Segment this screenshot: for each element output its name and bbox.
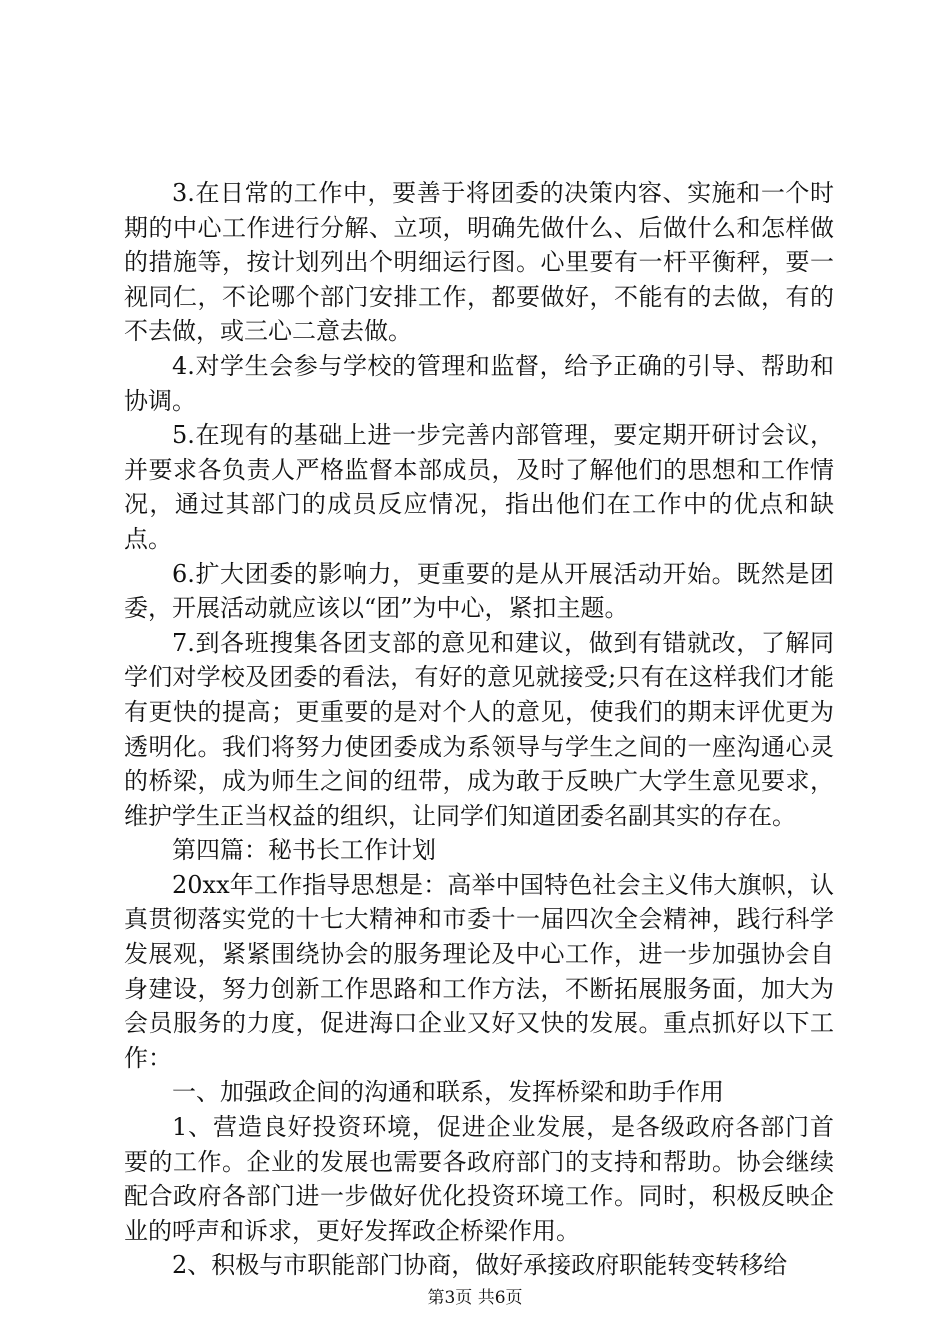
document-body: [124, 176, 834, 1283]
paragraph-item-3: 3.在日常的工作中，要善于将团委的决策内容、实施和一个时期的中心工作进行分解、立项，明确先做什么、后做什么和怎样做的措施等，按计划列出个明细运行图。心里要有一杆平衡秤，要一视同仁，不论哪个部门安排工作，都要做好，不能有的去做，有的不去做，或三心二意去做。: [124, 179, 834, 346]
page-number: 第3页 共6页: [427, 1288, 523, 1308]
guiding-thought-paragraph: 20xx年工作指导思想是：高举中国特色社会主义伟大旗帜，认真贯彻落实党的十七大精神和市委十一届四次全会精神，践行科学发展观，紧紧围绕协会的服务理论及中心工作，进一步加强协会自身建设，努力创新工作思路和工作方法，不断拓展服务面，加大为会员服务的力度，促进海口企业又好又快的发展。重点抓好以下工作：: [124, 870, 834, 1072]
work-item-2: 2、积极与市职能部门协商，做好承接政府职能转变转移给: [172, 1251, 788, 1280]
paragraph-item-7: 7.到各班搜集各团支部的意见和建议，做到有错就改，了解同学们对学校及团委的看法，有好的意见就接受;只有在这样我们才能有更快的提高；更重要的是对个人的意见，使我们的期末评优更为透明化。我们将努力使团委成为系领导与学生之间的一座沟通心灵的桥梁，成为师生之间的纽带，成为敢于反映广大学生意见要求，维护学生正当权益的组织，让同学们知道团委名副其实的存在。: [124, 628, 834, 830]
subsection-heading-1: 一、加强政企间的沟通和联系，发挥桥梁和助手作用: [172, 1078, 724, 1107]
page-footer: [0, 1287, 950, 1309]
paragraph-item-4: 4.对学生会参与学校的管理和监督，给予正确的引导、帮助和协调。: [124, 351, 834, 415]
work-item-1: 1、营造良好投资环境，促进企业发展，是各级政府各部门首要的工作。企业的发展也需要各政府部门的支持和帮助。协会继续配合政府各部门进一步做好优化投资环境工作。同时，积极反映企业的呼声和诉求，更好发挥政企桥梁作用。: [124, 1113, 834, 1245]
paragraph-item-5: 5.在现有的基础上进一步完善内部管理，要定期开研讨会议，并要求各负责人严格监督本部成员，及时了解他们的思想和工作情况，通过其部门的成员反应情况，指出他们在工作中的优点和缺点。: [124, 421, 834, 553]
section-heading: 第四篇：秘书长工作计划: [172, 836, 436, 865]
paragraph-item-6: 6.扩大团委的影响力，更重要的是从开展活动开始。既然是团委，开展活动就应该以“团”为中心，紧扣主题。: [124, 559, 834, 623]
